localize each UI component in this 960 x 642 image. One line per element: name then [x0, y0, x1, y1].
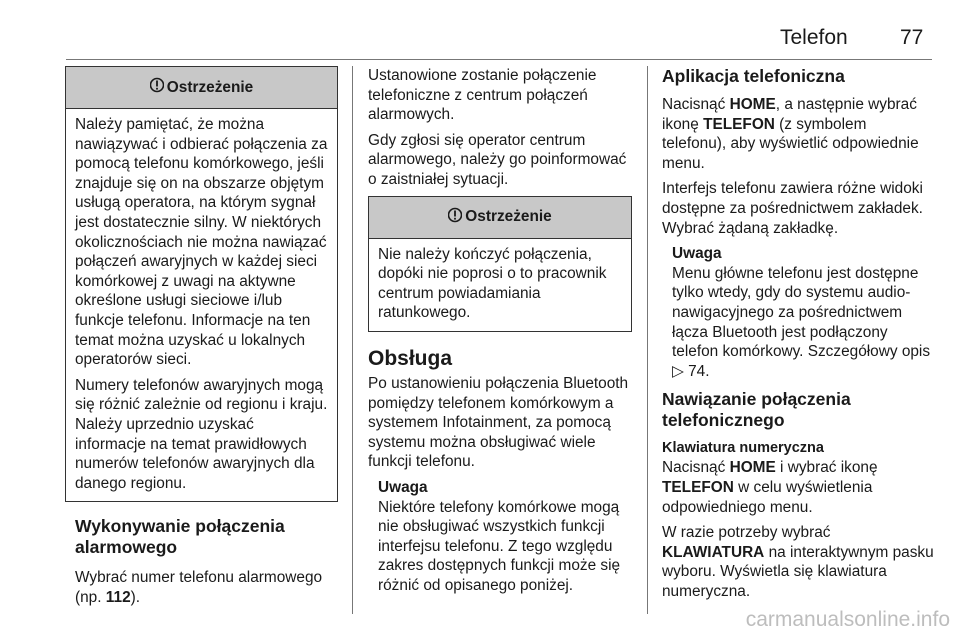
column-2 [368, 66, 632, 603]
section-heading: Aplikacja telefoniczna [662, 66, 845, 86]
page-header [0, 26, 960, 56]
note-box [662, 244, 934, 381]
paragraph: Nacisnąć HOME i wybrać ikonę TELEFON w celu wyświetlenia odpowiedniego menu. [662, 459, 878, 516]
paragraph: Wybrać numer telefonu alarmowego (np. 112). [75, 569, 323, 606]
note-label: Uwaga [378, 478, 428, 496]
paragraph: W razie potrzeby wybrać KLAWIATURA na interaktywnym pasku wyboru. Wyświetla się klawiatura numeryczna. [662, 524, 934, 600]
paragraph: Po ustanowieniu połączenia Bluetooth pomiędzy telefonem komórkowym a systemem Infotainment, za pomocą systemu można obsługiwać wiele funkcji telefonu. [368, 374, 629, 471]
subheading: Klawiatura numeryczna [662, 440, 824, 457]
header-divider [66, 59, 932, 60]
column-divider-2 [647, 66, 648, 614]
paragraph: Nacisnąć HOME, a następnie wybrać ikonę TELEFON (z symbolem telefonu), aby wyświetlić odpowiednie menu. [662, 96, 919, 172]
warning-box [368, 196, 632, 332]
note-label: Uwaga [672, 245, 722, 263]
warning-title: Ostrzeżenie [465, 208, 552, 226]
paragraph: Ustanowione zostanie połączenie telefoniczne z centrum połączeń alarmowych. [368, 67, 597, 124]
watermark: carmanualsonline.info [745, 608, 950, 631]
section-heading: Wykonywanie połączenia alarmowego [75, 516, 285, 558]
note-box [368, 478, 632, 596]
warning-box [65, 66, 338, 502]
chapter-title: Telefon [780, 26, 848, 49]
warning-text: Należy pamiętać, że można nawiązywać i odbierać połączenia za pomocą telefonu komórkowego, jeśli znajduje się on na obszarze objętym usługą operatora, na którym sygnał jest dostatecznie silny. W niektórych okolicznościach nie można nawiązać połączeń awaryjnych w każdej sieci komórkowej z uwagi na aktywne określone usługi sieciowe i/lub funkcje telefonu. Informacje na ten temat można uzyskać u lokalnych operatorów sieci. [75, 116, 328, 369]
note-text: Niektóre telefony komórkowe mogą nie obsługiwać wszystkich funkcji interfejsu telefonu. Z tego względu zakres dostępnych funkcji może się różnić od opisanego poniżej. [378, 498, 621, 594]
page-reference-link[interactable]: 74 [688, 362, 706, 380]
paragraph: Gdy zgłosi się operator centrum alarmowego, należy go poinformować o zaistniałej sytuacji. [368, 131, 627, 188]
section-heading: Nawiązanie połączenia telefonicznego [662, 389, 851, 431]
warning-icon [150, 77, 164, 98]
column-1 [75, 66, 337, 613]
column-divider-1 [352, 66, 353, 614]
warning-text: Numery telefonów awaryjnych mogą się różnić zależnie od regionu i kraju. Należy uprzednio uzyskać informacje na temat prawidłowych numerów telefonów awaryjnych dla danego regionu. [75, 376, 328, 492]
note-text: Menu główne telefonu jest dostępne tylko wtedy, gdy do systemu audio-nawigacyjnego za pośrednictwem łącza Bluetooth jest podłączony telefon komórkowy. Szczegółowy opis ▷ 74. [672, 264, 931, 380]
column-3 [662, 66, 934, 607]
warning-title: Ostrzeżenie [166, 78, 254, 96]
section-heading: Obsługa [368, 346, 453, 370]
warning-header [66, 67, 337, 109]
warning-text: Nie należy kończyć połączenia, dopóki nie poprosi o to pracownik centrum powiadamiania ratunkowego. [378, 245, 607, 322]
paragraph: Interfejs telefonu zawiera różne widoki dostępne za pośrednictwem zakładek. Wybrać żądaną zakładkę. [662, 180, 923, 237]
warning-icon [448, 207, 462, 228]
page-number: 77 [900, 26, 924, 49]
warning-header [369, 197, 631, 239]
page-reference-icon: ▷ [672, 362, 684, 380]
